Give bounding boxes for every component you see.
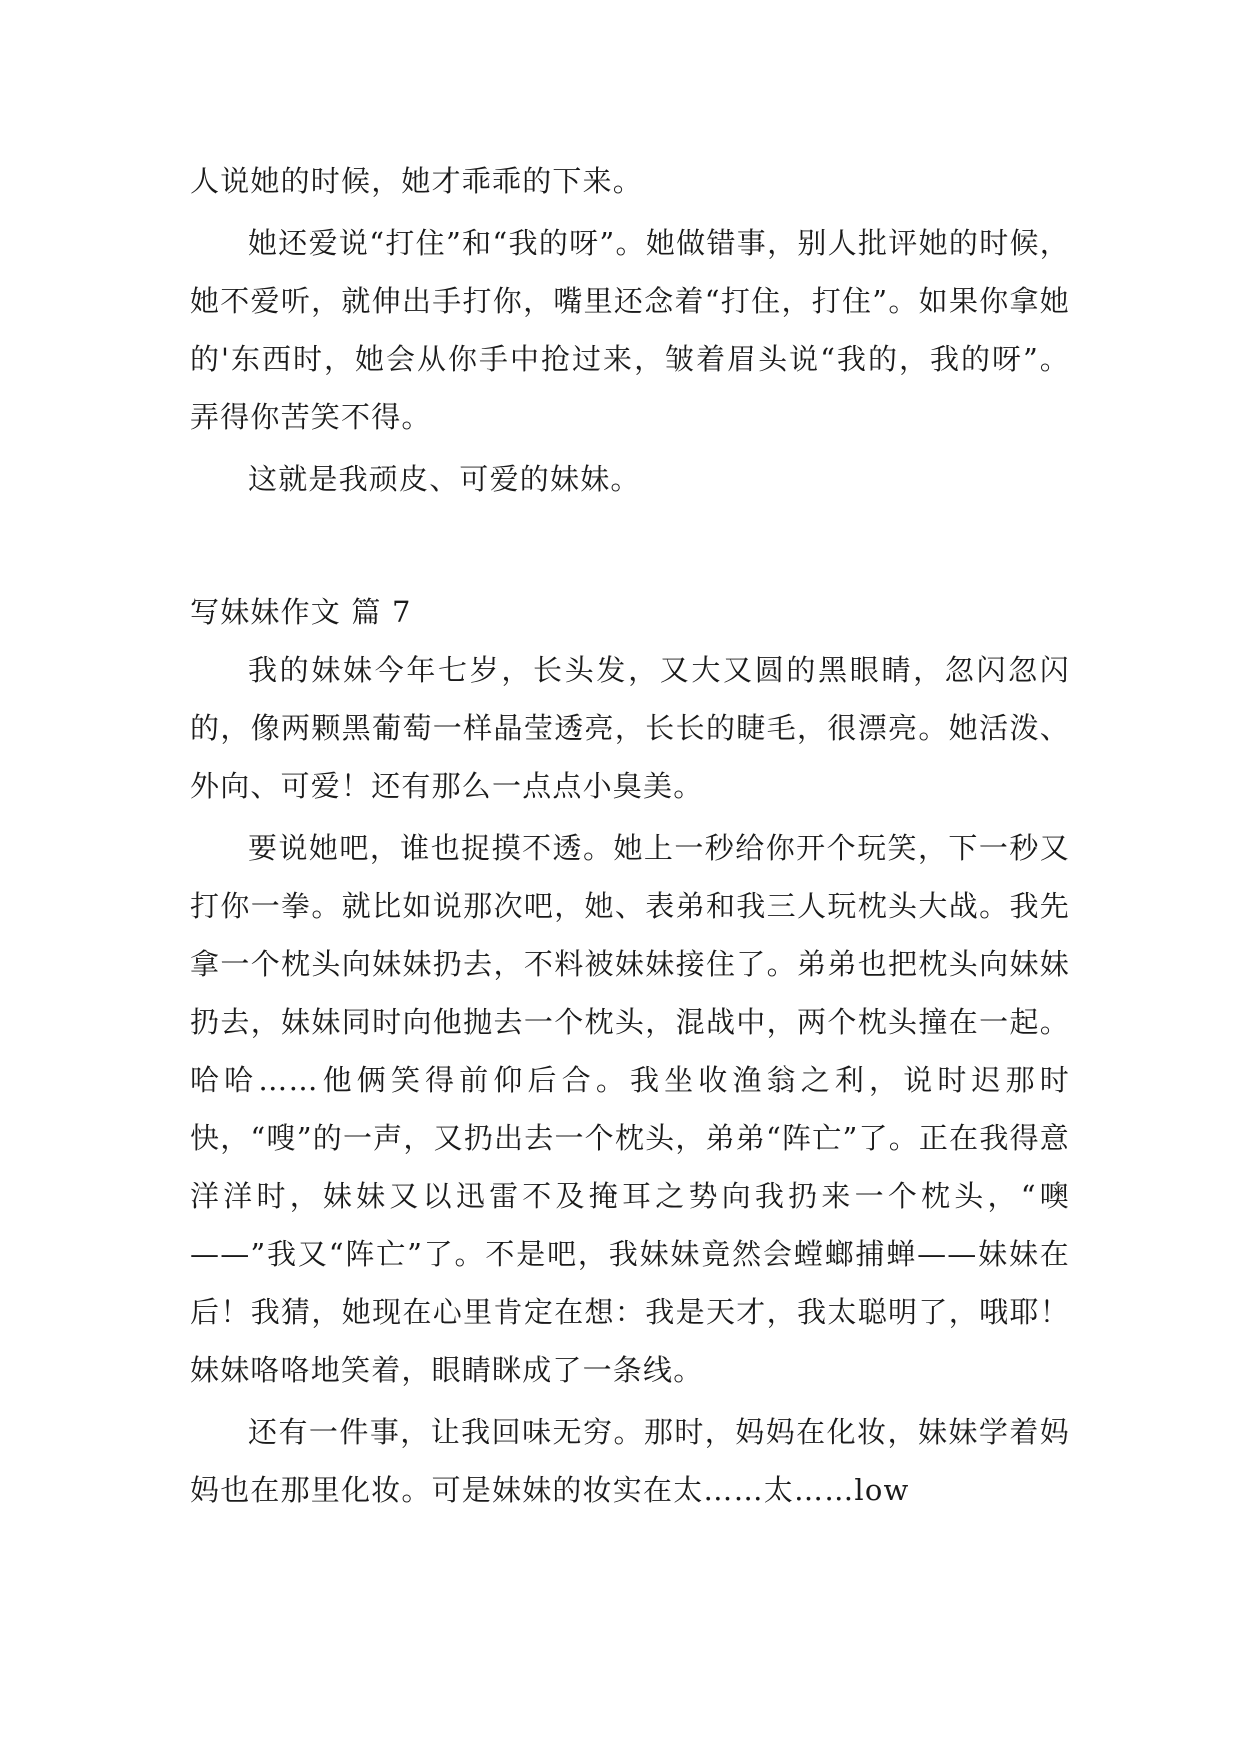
section-gap [190, 508, 1070, 583]
section-heading: 写妹妹作文 篇 7 [190, 595, 412, 629]
document-body [190, 152, 1070, 1519]
paragraph-continuation: 人说她的时候，她才乖乖的下来。 [190, 164, 644, 198]
paragraph: 我的妹妹今年七岁，长头发，又大又圆的黑眼睛，忽闪忽闪的，像两颗黑葡萄一样晶莹透亮，长长的睫毛，很漂亮。她活泼、外向、可爱！还有那么一点点小臭美。 [190, 653, 1070, 803]
paragraph: 这就是我顽皮、可爱的妹妹。 [248, 462, 641, 496]
paragraph: 还有一件事，让我回味无穷。那时，妈妈在化妆，妹妹学着妈妈也在那里化妆。可是妹妹的妆实在太……太……low [190, 1415, 1070, 1507]
paragraph: 要说她吧，谁也捉摸不透。她上一秒给你开个玩笑，下一秒又打你一拳。就比如说那次吧，她、表弟和我三人玩枕头大战。我先拿一个枕头向妹妹扔去，不料被妹妹接住了。弟弟也把枕头向妹妹扔去，妹妹同时向他抛去一个枕头，混战中，两个枕头撞在一起。哈哈……他俩笑得前仰后合。我坐收渔翁之利，说时迟那时快，“嗖”的一声，又扔出去一个枕头，弟弟“阵亡”了。正在我得意洋洋时，妹妹又以迅雷不及掩耳之势向我扔来一个枕头，“噢——”我又“阵亡”了。不是吧，我妹妹竟然会螳螂捕蝉——妹妹在后！我猜，她现在心里肯定在想：我是天才，我太聪明了，哦耶！妹妹咯咯地笑着，眼睛眯成了一条线。 [190, 831, 1070, 1387]
paragraph: 她还爱说“打住”和“我的呀”。她做错事，别人批评她的时候，她不爱听，就伸出手打你，嘴里还念着“打住，打住”。如果你拿她的'东西时，她会从你手中抢过来，皱着眉头说“我的，我的呀”。弄得你苦笑不得。 [190, 226, 1070, 434]
